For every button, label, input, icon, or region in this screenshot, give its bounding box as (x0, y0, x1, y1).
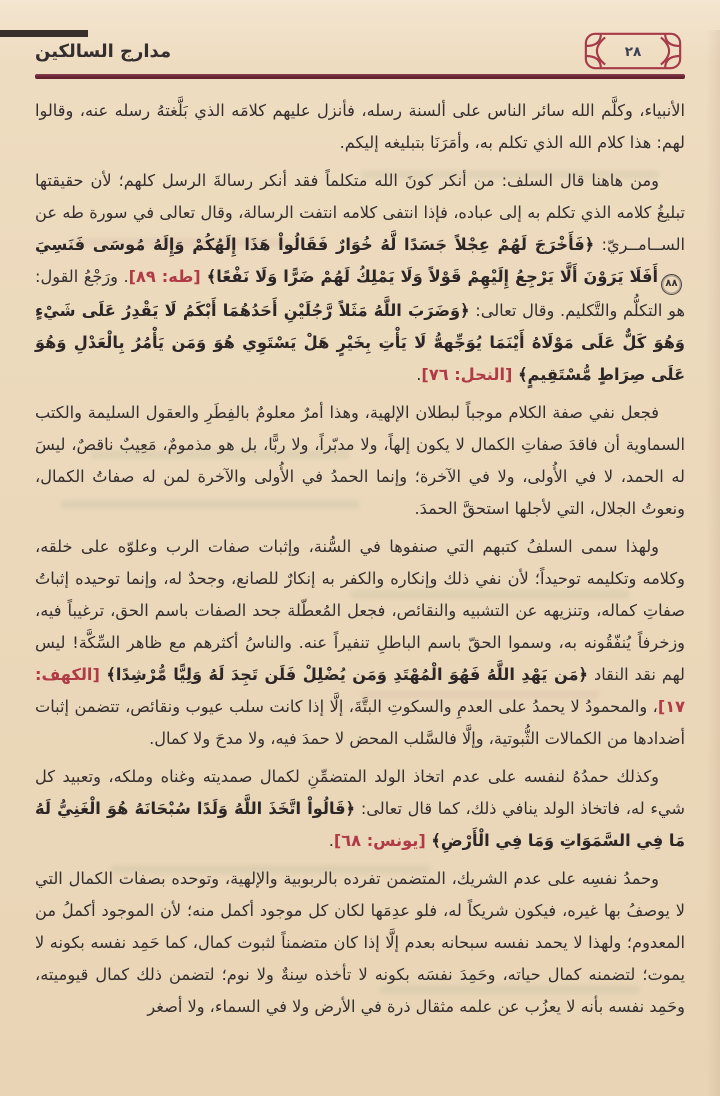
scan-edge-shade (706, 30, 720, 1096)
quran-verse: ﴿قَالُواْ اتَّخَذَ اللَّهُ وَلَدًا سُبْحَانَهُ هُوَ الْغَنِيُّ لَهُ مَا فِي السَّمَوَاتِ وَمَا فِي الْأَرْضِ﴾ (35, 798, 685, 850)
body-text: . (328, 830, 334, 850)
verse-reference: [النحل: ٧٦] (421, 364, 513, 384)
page-number: ٢٨ (624, 44, 642, 60)
page-number-badge (581, 31, 685, 71)
paragraph (35, 761, 685, 857)
header-rule (35, 74, 685, 79)
page-body (35, 95, 685, 1023)
quran-verse: ﴿مَن يَهْدِ اللَّهُ فَهُوَ الْمُهْتَدِ وَمَن يُضْلِلْ فَلَن تَجِدَ لَهُ وَلِيًّا مُّرْشِدًا﴾ (99, 664, 589, 684)
paragraph (35, 397, 685, 525)
body-text: . ورَجْعُ القول: هو التكلُّم والتَّكليم. وقال تعالى: (35, 267, 685, 320)
paragraph (35, 95, 685, 159)
book-title: مدارج السالكين (35, 40, 172, 62)
paragraph (35, 165, 685, 391)
page-header (35, 30, 685, 72)
body-text: ، والمحمودُ لا يحمدُ على العدمِ والسكوتِ البتَّةَ، إلَّا إذا كانت سلب عيوب ونقائص، تتضمن إثبات أضدادها من الكمالات الثُّبوتية، وإلَّا فالسَّلب المحض لا حمدَ فيه، ولا مدحَ ولا كمال. (35, 696, 685, 748)
verse-reference: [يونس: ٦٨] (333, 830, 426, 850)
body-text: وكذلك حمدُهُ لنفسه على عدم اتخاذ الولد المتضمِّنِ لكمال صمديته وغناه وملكه، وتعبيد كل شيء له، فاتخاذ الولد ينافي ذلك، كما قال تعالى: (35, 766, 685, 818)
body-text: . (416, 364, 422, 384)
ayah-marker: ٨٨ (661, 274, 682, 295)
paragraph (35, 863, 685, 1023)
body-text: فجعل نفي صفة الكلام موجباً لبطلان الإلهية، وهذا أمرٌ معلومٌ بالفِطَرِ والعقول السليمة والكتب السماوية أن فاقدَ صفاتِ الكمال لا يكون إلهاً، ولا مدبّراً، ولا ربًّا، بل هو مذمومٌ، مَعِيبٌ ناقصٌ، ليسَ له الحمد، لا في الأُولى، ولا في الآخرة؛ وإنما الحمدُ في الأُولى والآخرة لمن له صفاتُ الكمال، ونعوتُ الجلال، التي لأجلها استحقَّ الحمدَ. (35, 402, 685, 518)
quran-verse: ﴿وَضَرَبَ اللَّهُ مَثَلاً رَّجُلَيْنِ أَحَدُهُمَا أَبْكَمُ لَا يَقْدِرُ عَلَى شَيْءٍ وَهُوَ كَلٌّ عَلَى مَوْلَاهُ أَيْنَمَا يُوَجِّههُّ لَا يَأْتِ بِخَيْرٍ هَلْ يَسْتَوِي هُوَ وَمَن يَأْمُرُ بِالْعَدْلِ وَهُوَ عَلَى صِرَاطٍ مُّسْتَقِيمٍ﴾ (35, 300, 685, 384)
verse-reference: [طه: ٨٩] (128, 267, 201, 286)
paragraph (35, 531, 685, 755)
body-text: الأنبياء، وكلَّم الله سائر الناس على ألسنة رسله، فأنزل عليهم كلامَه الذي بَلَّغتهُ رسله عنه، وقالوا لهم: هذا كلام الله الذي تكلم به، وأمَرَنَا بتبليغه إليكم. (35, 101, 685, 152)
quran-verse: ﴿فَأَخْرَجَ لَهُمْ عِجْلاً جَسَدًا لَّهُ خُوَارٌ فَقَالُواْ هَذَا إِلَهُكُمْ وَإِلَهُ مُوسَى فَنَسِيَ (35, 235, 595, 254)
quran-verse: أَفَلَا يَرَوْنَ أَلَّا يَرْجِعُ إِلَيْهِمْ قَوْلاً وَلَا يَمْلِكُ لَهُمْ ضَرًّا وَلَا نَفْعًا﴾ (200, 267, 658, 286)
verse-reference: [الكهف: ١٧] (35, 664, 685, 716)
body-text: ومن هاهنا قال السلف: من أنكر كونَ الله متكلماً فقد أنكر رسالةَ الرسل كلهم؛ لأن حقيقتها تبليغُ كلامه الذي تكلم به إلى عباده، فإذا انتفى كلامه انتفت الرسالة، وقال تعالى في سورة طه عن الســامــريّ: (35, 171, 685, 254)
body-text: وحمدُ نفسِه على عدم الشريك، المتضمن تفرده بالربوبية والإلهية، وتوحده بصفات الكمال التي لا يوصفُ بها غيره، فيكون شريكاً له، فلو عدِمَها لكان كل موجود أكمل منه؛ لأن الموجود أكملُ من المعدوم؛ ولهذا لا يحمد نفسه سبحانه بعدم إلَّا إذا كان متضمناً لثبوت كمال، كما حَمِد نفسه بكونه لا يموت؛ لتضمنه كمال حياته، وحَمِدَ نفسَه بكونه لا تأخذه سِنةٌ ولا نوم؛ لتضمن ذلك كمال قيوميته، وحَمِد نفسه بأنه لا يعزُب عن علمه مثقال ذرة في الأرض ولا في السماء، ولا أصغر (35, 868, 685, 1016)
body-text: ولهذا سمى السلفُ كتبهم التي صنفوها في السُّنة، وإثبات صفات الرب وعلوّه على خلقه، وكلامه وتكليمه توحيداً؛ لأن نفي ذلك وإنكاره والكفر به إنكارٌ للصانع، وجحدٌ له، وإنما توحيده إثباتُ صفاتِ كماله، وتنزيهه عن التشبيه والنقائص، فجعل المُعطّلة جحد الصفات باسم الحق، ترغيباً فيه، وزخرفاً يُنفّقُونه به، وسموا الحقّ باسم الباطلِ تنفيراً عنه. والناسُ أكثرهم مع ظاهر السِّكَّة! ليس لهم نقد النقاد (35, 536, 685, 684)
